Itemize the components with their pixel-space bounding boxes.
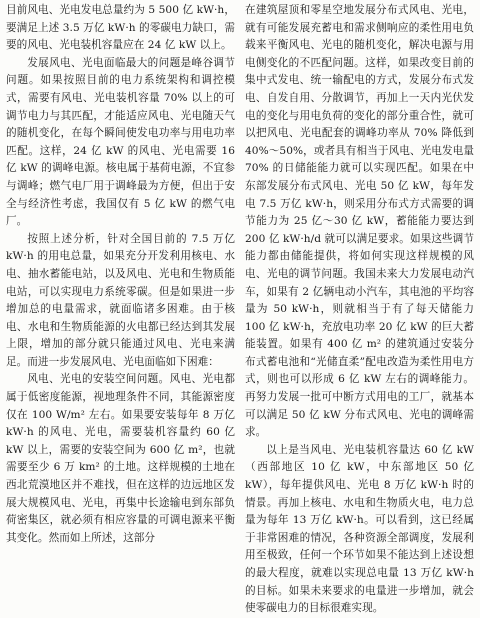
paragraph: 目前风电、光电发电总量约为 5 500 亿 kW·h，要满足上述 3.5 万亿 kW·h 的零碳电力缺口，需要的风电、光电装机容量应在 24 亿 kW 以上。: [6, 4, 235, 52]
paragraph: 在建筑屋顶和零星空地发展分布式风电、光电，就有可能发展充蓄电和需求侧响应的柔性用电负载来平衡风电、光电的随机变化，解决电源与用电侧变化的不匹配问题。这样，如果改变目前的集中式发电、统一输配电的方式，发展分布式发电、自发自用、分散调节，再加上一天内光伏发电的变化与用电负荷的变化的部分重合性，就可以把风电、光电配套的调峰功率从 70% 降低到 40%～50%，或者具有相当于风电、光电发电量 70% 的日储能能力就可以实现匹配。如果在中东部发展分布式风电、光电 50 亿 kW，每年发电 7.5 万亿 kW·h，则采用分布式方式需要的调节能力为 25 亿～30 亿 kW，蓄能能力要达到 200 亿 kW·h/d 就可以满足要求。如果这些调节能力都由储能提供，将如何实现这样规模的风电、光电的调节问题。我国未来大力发展电动汽车，如果有 2 亿辆电动小汽车，其电池的平均容量为 50 kW·h，则就相当于有了每天储能力 100 亿 kW·h，充放电功率 20 亿 kW 的巨大蓄能装置。如果有 400 亿 m² 的建筑通过安装分布式蓄电池和“光储直柔”配电改造为柔性用电方式，则也可以形成 6 亿 kW 左右的调峰能力。再努力发展一批可中断方式用电的工厂，就基本可以满足 50 亿 kW 分布式风电、光电的调峰需求。: [245, 4, 474, 439]
paragraph: 按照上述分析，针对全国目前的 7.5 万亿 kW·h 的用电总量，如果充分开发利用核电、水电、抽水蓄能电站，以及风电、光电和生物质能电站，可以实现电力系统零碳。但是如果进一步增加总的电量需求，就面临诸多困难。由于核电、水电和生物质能源的火电都已经达到其发展上限，增加的部分就只能通过风电、光电来满足。而进一步发展风电、光电面临如下困难：: [6, 232, 235, 368]
text-column-left: [6, 2, 235, 544]
text-column-right: [245, 2, 474, 615]
paragraph: 风电、光电的安装空间问题。风电、光电都属于低密度能源，视地理条件不同，其能源密度仅在 100 W/m² 左右。如果要安装每年 8 万亿 kW·h 的风电、光电，需要装机容量约 60 亿 kW 以上，需要的安装空间为 600 亿 m²，也就需要至少 6 万 km² 的土地。这样规模的土地在西北荒漠地区并不难找，但在这样的边远地区发展大规模风电、光电，再集中长途输电到东部负荷密集区，就必须有相应容量的可调电源来平衡其变化。然而如上所述，这部分: [6, 373, 235, 544]
paragraph: 发展风电、光电面临最大的问题是峰谷调节问题。如果按照目前的电力系统架构和调控模式，需要有风电、光电装机容量 70% 以上的可调节电力与其匹配，才能适应风电、光电随天气的随机变化，在每个瞬间使发电功率与用电功率匹配。这样，24 亿 kW 的风电、光电需要 16 亿 kW 的调峰电源。核电属于基荷电源，不宜参与调峰；燃气电厂用于调峰最为方便，但出于安全与经济性考虑，我国仅有 5 亿 kW 的燃气电厂。: [6, 56, 235, 228]
paragraph: 以上是当风电、光电装机容量达 60 亿 kW（西部地区 10 亿 kW，中东部地区 50 亿 kW），每年提供风电、光电 8 万亿 kW·h 时的情景。再加上核电、水电和生物质火电，电力总量为每年 13 万亿 kW·h。可以看到，这已经属于非常困难的情况，各种资源全部调度，发展利用至极致，任何一个环节如果不能达到上述设想的最大程度，就难以实现总电量 13 万亿 kW·h 的目标。如果未来要求的电量进一步增加，就会使零碳电力的目标很难实现。: [245, 443, 474, 615]
